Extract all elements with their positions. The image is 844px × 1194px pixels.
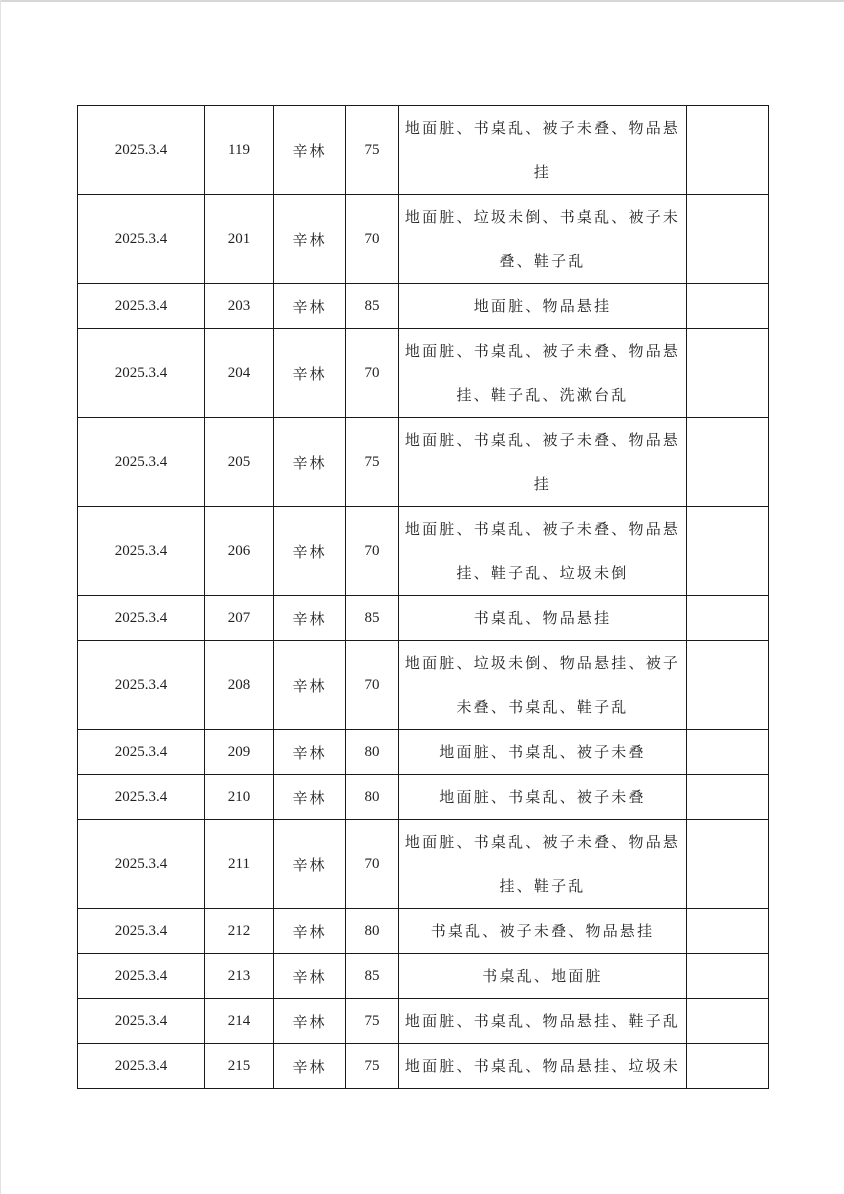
- score-cell: 85: [346, 284, 399, 329]
- date-cell: 2025.3.4: [78, 999, 205, 1044]
- date-cell: 2025.3.4: [78, 820, 205, 909]
- room-cell: 210: [205, 775, 274, 820]
- inspector-cell: 辛林: [274, 820, 346, 909]
- room-cell: 212: [205, 909, 274, 954]
- table-row: [78, 909, 769, 954]
- date-cell: 2025.3.4: [78, 909, 205, 954]
- remarks-cell: [687, 641, 769, 730]
- issues-cell: 地面脏、书桌乱、被子未叠: [399, 775, 687, 820]
- score-cell: 75: [346, 106, 399, 195]
- table-row: [78, 284, 769, 329]
- inspector-cell: 辛林: [274, 775, 346, 820]
- date-cell: 2025.3.4: [78, 775, 205, 820]
- room-cell: 119: [205, 106, 274, 195]
- date-cell: 2025.3.4: [78, 596, 205, 641]
- issues-cell: 书桌乱、地面脏: [399, 954, 687, 999]
- inspector-cell: 辛林: [274, 730, 346, 775]
- score-cell: 70: [346, 195, 399, 284]
- room-cell: 211: [205, 820, 274, 909]
- date-cell: 2025.3.4: [78, 730, 205, 775]
- inspector-cell: 辛林: [274, 329, 346, 418]
- inspector-cell: 辛林: [274, 909, 346, 954]
- score-cell: 85: [346, 954, 399, 999]
- issues-cell: 书桌乱、被子未叠、物品悬挂: [399, 909, 687, 954]
- remarks-cell: [687, 954, 769, 999]
- remarks-cell: [687, 820, 769, 909]
- inspector-cell: 辛林: [274, 106, 346, 195]
- page-left-edge: [0, 0, 1, 1194]
- date-cell: 2025.3.4: [78, 284, 205, 329]
- room-cell: 206: [205, 507, 274, 596]
- inspector-cell: 辛林: [274, 284, 346, 329]
- inspector-cell: 辛林: [274, 1044, 346, 1089]
- issues-cell: 地面脏、书桌乱、被子未叠、物品悬挂、鞋子乱: [399, 820, 687, 909]
- room-cell: 214: [205, 999, 274, 1044]
- room-cell: 213: [205, 954, 274, 999]
- remarks-cell: [687, 418, 769, 507]
- inspector-cell: 辛林: [274, 641, 346, 730]
- table-row: [78, 1044, 769, 1089]
- score-cell: 85: [346, 596, 399, 641]
- score-cell: 80: [346, 730, 399, 775]
- score-cell: 70: [346, 820, 399, 909]
- issues-cell: 书桌乱、物品悬挂: [399, 596, 687, 641]
- score-cell: 75: [346, 999, 399, 1044]
- room-cell: 208: [205, 641, 274, 730]
- issues-cell: 地面脏、书桌乱、被子未叠、物品悬挂: [399, 418, 687, 507]
- date-cell: 2025.3.4: [78, 418, 205, 507]
- table-row: [78, 820, 769, 909]
- inspector-cell: 辛林: [274, 418, 346, 507]
- issues-cell: 地面脏、书桌乱、物品悬挂、垃圾未: [399, 1044, 687, 1089]
- score-cell: 80: [346, 775, 399, 820]
- room-cell: 215: [205, 1044, 274, 1089]
- score-cell: 70: [346, 641, 399, 730]
- table-row: [78, 596, 769, 641]
- table-row: [78, 195, 769, 284]
- table-row: [78, 954, 769, 999]
- date-cell: 2025.3.4: [78, 106, 205, 195]
- date-cell: 2025.3.4: [78, 954, 205, 999]
- table-row: [78, 418, 769, 507]
- remarks-cell: [687, 195, 769, 284]
- issues-cell: 地面脏、书桌乱、被子未叠、物品悬挂: [399, 106, 687, 195]
- inspector-cell: 辛林: [274, 999, 346, 1044]
- remarks-cell: [687, 596, 769, 641]
- dorm-inspection-table: [77, 105, 769, 1089]
- remarks-cell: [687, 329, 769, 418]
- remarks-cell: [687, 730, 769, 775]
- room-cell: 201: [205, 195, 274, 284]
- issues-cell: 地面脏、垃圾未倒、书桌乱、被子未叠、鞋子乱: [399, 195, 687, 284]
- remarks-cell: [687, 909, 769, 954]
- score-cell: 70: [346, 507, 399, 596]
- table-row: [78, 775, 769, 820]
- room-cell: 209: [205, 730, 274, 775]
- issues-cell: 地面脏、书桌乱、被子未叠、物品悬挂、鞋子乱、垃圾未倒: [399, 507, 687, 596]
- score-cell: 75: [346, 1044, 399, 1089]
- remarks-cell: [687, 284, 769, 329]
- issues-cell: 地面脏、书桌乱、被子未叠: [399, 730, 687, 775]
- inspector-cell: 辛林: [274, 596, 346, 641]
- room-cell: 204: [205, 329, 274, 418]
- inspector-cell: 辛林: [274, 507, 346, 596]
- remarks-cell: [687, 775, 769, 820]
- table-row: [78, 507, 769, 596]
- remarks-cell: [687, 999, 769, 1044]
- issues-cell: 地面脏、书桌乱、物品悬挂、鞋子乱: [399, 999, 687, 1044]
- date-cell: 2025.3.4: [78, 1044, 205, 1089]
- room-cell: 207: [205, 596, 274, 641]
- remarks-cell: [687, 507, 769, 596]
- score-cell: 70: [346, 329, 399, 418]
- date-cell: 2025.3.4: [78, 195, 205, 284]
- date-cell: 2025.3.4: [78, 641, 205, 730]
- room-cell: 203: [205, 284, 274, 329]
- remarks-cell: [687, 106, 769, 195]
- score-cell: 75: [346, 418, 399, 507]
- table-row: [78, 641, 769, 730]
- issues-cell: 地面脏、垃圾未倒、物品悬挂、被子未叠、书桌乱、鞋子乱: [399, 641, 687, 730]
- table-row: [78, 730, 769, 775]
- inspector-cell: 辛林: [274, 954, 346, 999]
- date-cell: 2025.3.4: [78, 329, 205, 418]
- date-cell: 2025.3.4: [78, 507, 205, 596]
- page-top-edge: [0, 0, 844, 2]
- inspector-cell: 辛林: [274, 195, 346, 284]
- remarks-cell: [687, 1044, 769, 1089]
- table-row: [78, 329, 769, 418]
- table-row: [78, 106, 769, 195]
- issues-cell: 地面脏、物品悬挂: [399, 284, 687, 329]
- score-cell: 80: [346, 909, 399, 954]
- issues-cell: 地面脏、书桌乱、被子未叠、物品悬挂、鞋子乱、洗漱台乱: [399, 329, 687, 418]
- room-cell: 205: [205, 418, 274, 507]
- table-row: [78, 999, 769, 1044]
